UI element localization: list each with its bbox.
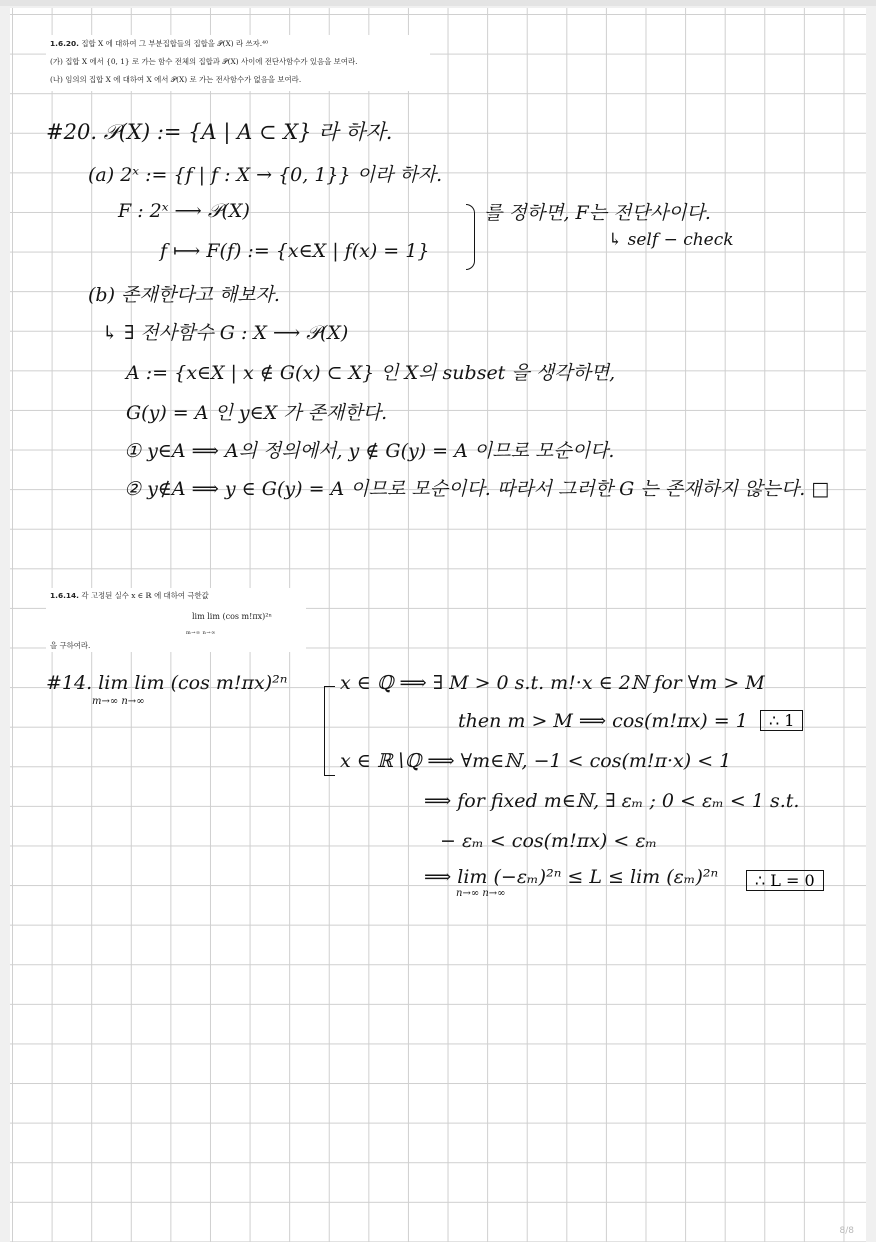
notebook-page (10, 8, 866, 1242)
note-20-line-10: G(y) = A 인 y∈X 가 존재한다. (126, 402, 388, 424)
note-20-line-1: #20. 𝒫(X) := {A | A ⊂ X} 라 하자. (46, 120, 393, 144)
problem-20-part-b: (나) 임의의 집합 X 에 대하여 X 에서 𝒫(X) 로 가는 전사함수가 없음을 보여라. (50, 75, 302, 84)
note-20-line-7: (b) 존재한다고 해보자. (88, 284, 280, 306)
problem-20-part-a: (가) 집합 X 에서 {0, 1} 로 가는 함수 전체의 집합과 𝒫(X) 사이에 전단사함수가 있음을 보여라. (50, 57, 358, 66)
note-20-line-12: ② y∉A ⟹ y ∈ G(y) = A 이므로 모순이다. 따라서 그러한 G 는 존재하지 않는다. □ (124, 478, 830, 500)
note-20-self-check: ↳ self − check (608, 230, 734, 250)
note-20-line-5: 를 정하면, F는 전단사이다. (484, 202, 711, 224)
note-14-row-1: x ∈ ℚ ⟹ ∃ M > 0 s.t. m!·x ∈ 2ℕ for ∀m > M (340, 672, 765, 694)
top-bar (0, 0, 876, 6)
problem-14-statement: 각 고정된 실수 x ∈ ℝ 에 대하여 극한값 (81, 591, 209, 600)
note-14-answer-1: ∴ 1 (760, 710, 803, 731)
problem-20-statement: 집합 X 에 대하여 그 부분집합들의 집합을 𝒫(X) 라 쓰자.⁴⁰ (81, 39, 269, 48)
problem-14-number: 1.6.14. (50, 591, 79, 600)
case-bracket (324, 686, 335, 776)
note-20-line-8: ↳ ∃ 전사함수 G : X ⟶ 𝒫(X) (102, 322, 349, 344)
problem-14-request: 을 구하여라. (50, 641, 91, 650)
problem-20-number: 1.6.20. (50, 39, 79, 48)
problem-14-printed (46, 588, 306, 652)
problem-20-printed (46, 35, 430, 91)
note-14-row-6-sub: n→∞ n→∞ (456, 888, 506, 899)
note-14-title: #14. lim lim (cos m!πx)²ⁿ (46, 672, 288, 694)
note-14-row-5: − εₘ < cos(m!πx) < εₘ (440, 830, 658, 852)
page-number: 8/8 (839, 1226, 854, 1236)
note-14-row-3: x ∈ ℝ∖ℚ ⟹ ∀m∈ℕ, −1 < cos(m!π·x) < 1 (340, 750, 732, 772)
note-20-line-3: F : 2ˣ ⟶ 𝒫(X) (118, 200, 250, 222)
problem-14-limits: m→∞ n→∞ (186, 630, 216, 636)
note-14-row-2: then m > M ⟹ cos(m!πx) = 1 (458, 710, 748, 732)
right-parenthesis (466, 204, 475, 270)
note-14-answer-2: ∴ L = 0 (746, 870, 824, 891)
note-20-line-11: ① y∈A ⟹ A의 정의에서, y ∉ G(y) = A 이므로 모순이다. (124, 440, 615, 462)
note-14-row-4: ⟹ for fixed m∈ℕ, ∃ εₘ ; 0 < εₘ < 1 s.t. (424, 790, 800, 812)
note-14-row-6: ⟹ lim (−εₘ)²ⁿ ≤ L ≤ lim (εₘ)²ⁿ (424, 866, 719, 888)
note-20-line-4: f ⟼ F(f) := {x∈X | f(x) = 1} (160, 240, 430, 262)
problem-14-expression: lim lim (cos m!πx)²ⁿ (192, 612, 272, 621)
note-20-line-9: A := {x∈X | x ∉ G(x) ⊂ X} 인 X의 subset 을 생각하면, (126, 362, 616, 384)
note-14-title-sub: m→∞ n→∞ (92, 696, 145, 707)
note-20-line-2: (a) 2ˣ := {f | f : X → {0, 1}} 이라 하자. (88, 164, 443, 186)
